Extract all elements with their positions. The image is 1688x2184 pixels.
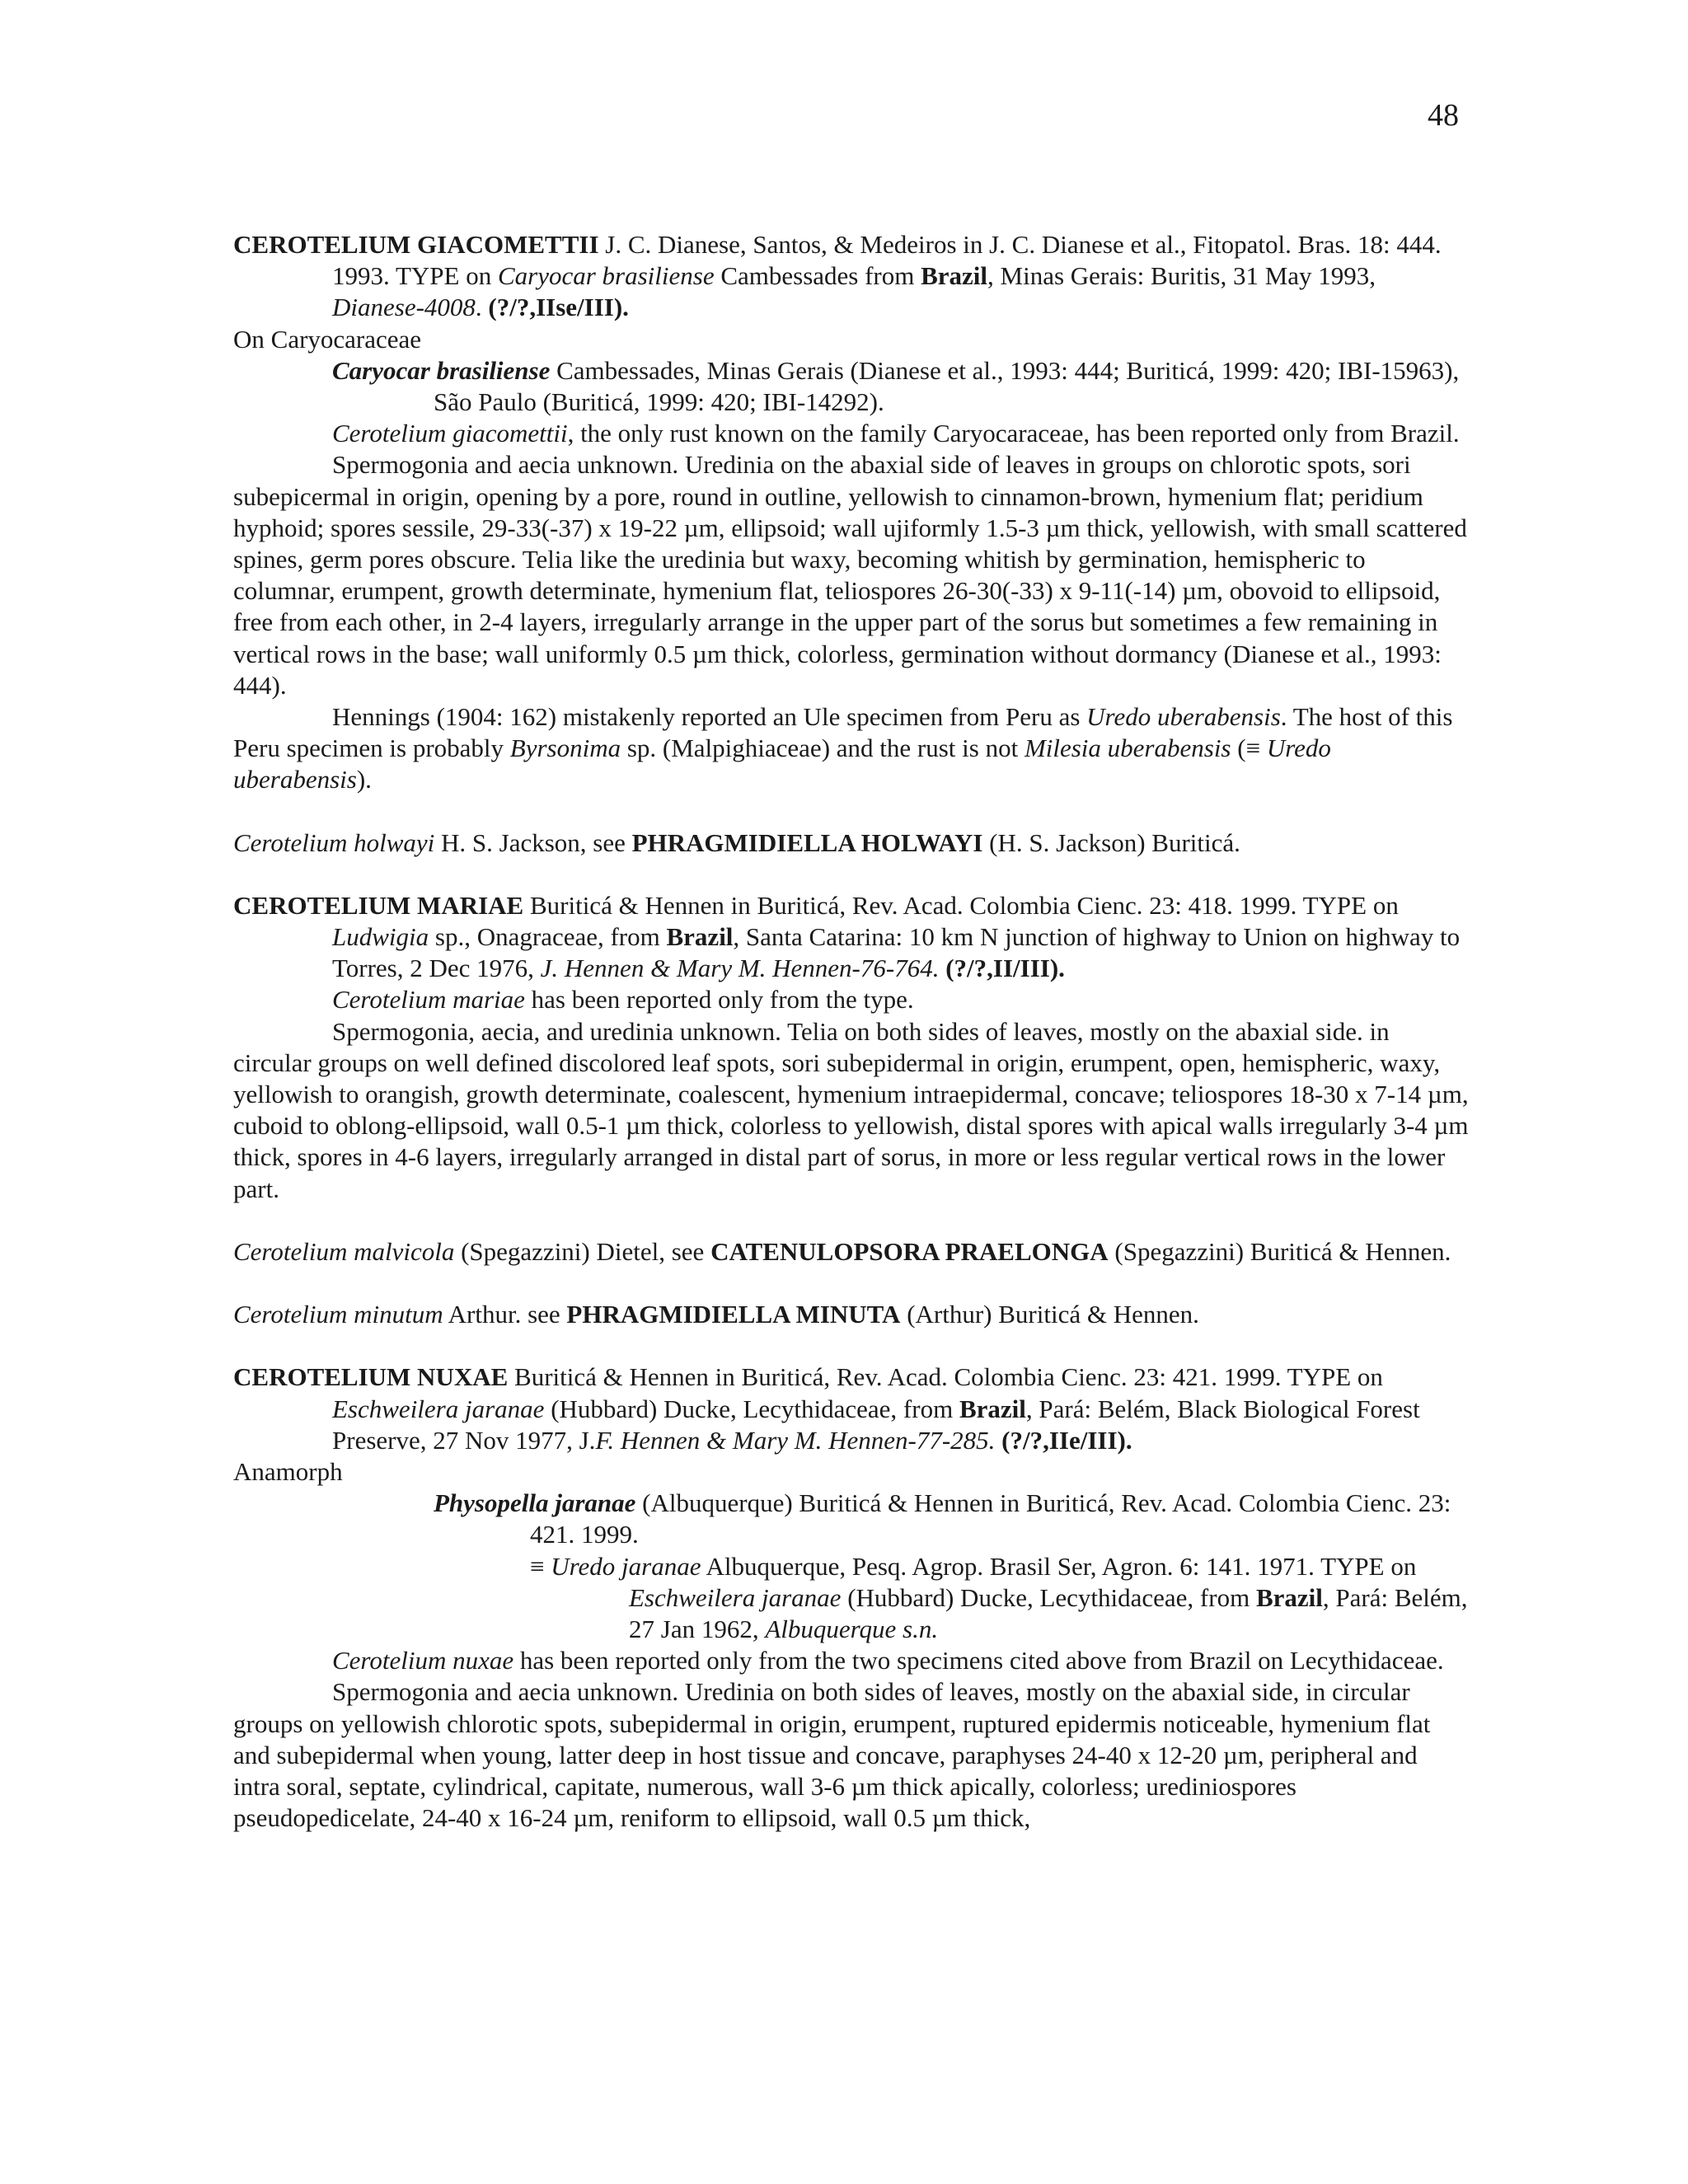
- reference-text: H. S. Jackson, see: [434, 827, 632, 857]
- species-name: Uredo uberabensis: [1086, 702, 1281, 732]
- cross-reference-holwayi: [233, 827, 1470, 859]
- type-text: Cambessades from: [714, 261, 921, 291]
- country: Brazil: [959, 1394, 1026, 1423]
- host-record: [233, 355, 1470, 418]
- country: Brazil: [921, 261, 988, 291]
- host-distribution: Cambessades, Minas Gerais (Dianese et al., 1993: 444; Buriticá, 1999: 420; IBI-15963), São Paulo (Buriticá, 1999: 420; IBI-14292).: [434, 355, 1460, 417]
- synonym-name: Uredo jaranae: [551, 1551, 701, 1581]
- citation: Buriticá & Hennen in Buriticá, Rev. Acad. Colombia Cienc. 23: 421. 1999. TYPE on: [508, 1362, 1383, 1392]
- type-text: .: [475, 293, 489, 322]
- species-name: Milesia uberabensis: [1024, 733, 1231, 763]
- type-host: Eschweilera jaranae: [332, 1394, 545, 1423]
- host-family: On Caryocaraceae: [233, 324, 422, 354]
- country: Brazil: [666, 922, 734, 952]
- synonym-record: [233, 1551, 1470, 1646]
- anamorph-record: [233, 1488, 1470, 1550]
- reference-target: PHRAGMIDIELLA HOLWAYI: [631, 827, 983, 857]
- genus-name: Byrsonima: [509, 733, 621, 763]
- species-title: CEROTELIUM GIACOMETTII: [233, 230, 599, 259]
- life-cycle-stage: (?/?,IIe/III).: [1001, 1425, 1132, 1455]
- entry-cerotelium-mariae: [233, 890, 1470, 1205]
- reference-target: CATENULOPSORA PRAELONGA: [710, 1236, 1109, 1266]
- cross-reference-malvicola: [233, 1236, 1470, 1268]
- distribution-note: [233, 1645, 1470, 1676]
- type-text: (Hubbard) Ducke, Lecythidaceae, from: [841, 1582, 1256, 1612]
- species-name: Cerotelium mariae: [332, 985, 525, 1015]
- species-heading: [233, 890, 1470, 985]
- note-text: (≡: [1231, 733, 1267, 763]
- note-text: ).: [356, 765, 372, 794]
- species-title: CEROTELIUM MARIAE: [233, 890, 524, 920]
- entry-cerotelium-giacomettii: [233, 229, 1470, 796]
- species-name: Cerotelium nuxae: [332, 1646, 514, 1675]
- species-name: Uredo uberabensis: [233, 733, 1331, 794]
- type-host: Ludwigia: [332, 922, 429, 952]
- page-number: 48: [1428, 98, 1459, 133]
- description: Spermogonia and aecia unknown. Uredinia on both sides of leaves, mostly on the abaxial side, in circular groups on yellowish chlorotic spots, subepidermal in origin, erumpent, ruptured epidermis noticeable, hymenium flat and subepidermal when young, latter deep in host tissue and concave, paraphyses 24-40 x 12-20 µm, peripheral and intra soral, septate, cylindrical, capitate, numerous, wall 3-6 µm thick apically, colorless; urediniospores pseudopedicelate, 24-40 x 16-24 µm, reniform to ellipsoid, wall 0.5 µm thick,: [233, 1677, 1431, 1833]
- note-text: , the only rust known on the family Caryocaraceae, has been reported only from Brazil.: [567, 419, 1460, 448]
- type-text: sp., Onagraceae, from: [429, 922, 667, 952]
- anamorph-name: Physopella jaranae: [434, 1488, 636, 1518]
- description: Spermogonia and aecia unknown. Uredinia on the abaxial side of leaves in groups on chlorotic spots, sori subepicermal in origin, opening by a pore, round in outline, yellowish to cinnamon-brown, hymenium flat; peridium hyphoid; spores sessile, 29-33(-37) x 19-22 µm, ellipsoid; wall ujiformly 1.5-3 µm thick, yellowish, with small scattered spines, germ pores obscure. Telia like the uredinia but waxy, becoming whitish by germination, hemispheric to columnar, erumpent, growth determinate, hymenium flat, teliospores 26-30(-33) x 9-11(-14) µm, obovoid to ellipsoid, free from each other, in 2-4 layers, irregularly arrange in the upper part of the sorus but sometimes a few remaining in vertical rows in the base; wall uniformly 0.5 µm thick, colorless, germination without dormancy (Dianese et al., 1993: 444).: [233, 450, 1467, 700]
- species-title: CEROTELIUM NUXAE: [233, 1362, 509, 1392]
- reference-target: PHRAGMIDIELLA MINUTA: [566, 1300, 901, 1329]
- note-text: Hennings (1904: 162) mistakenly reported an Ule specimen from Peru as: [332, 702, 1087, 732]
- type-locality: , Pará: Belém, 27 Jan 1962,: [629, 1582, 1468, 1643]
- note-text: . The host of this Peru specimen is probably: [233, 702, 1453, 763]
- host-name: Caryocar brasiliense: [332, 355, 551, 385]
- collector: F. Hennen & Mary M. Hennen-77-285.: [595, 1425, 996, 1455]
- anamorph-label: Anamorph: [233, 1456, 343, 1486]
- synonym-citation: Albuquerque, Pesq. Agrop. Brasil Ser, Agron. 6: 141. 1971. TYPE on: [701, 1551, 1417, 1581]
- description: Spermogonia, aecia, and uredinia unknown. Telia on both sides of leaves, mostly on the abaxial side. in circular groups on well defined discolored leaf spots, sori subepidermal in origin, erumpent, open, hemispheric, waxy, yellowish to orangish, growth determinate, coalescent, hymenium intraepidermal, concave; teliospores 18-30 x 7-14 µm, cuboid to oblong-ellipsoid, wall 0.5-1 µm thick, colorless to yellowish, distal spores with apical walls irregularly 3-4 µm thick, spores in 4-6 layers, irregularly arranged in distal part of sorus, in more or less regular vertical rows in the lower part.: [233, 1016, 1469, 1203]
- type-host: Caryocar brasiliense: [497, 261, 715, 291]
- reference-text: (Arthur) Buriticá & Hennen.: [900, 1300, 1199, 1329]
- document-body: [233, 229, 1470, 1834]
- life-cycle-stage: (?/?,IIse/III).: [488, 293, 629, 322]
- species-name: Cerotelium minutum: [233, 1300, 443, 1329]
- reference-text: (Spegazzini) Dietel, see: [454, 1236, 711, 1266]
- distribution-note: [233, 418, 1470, 449]
- type-locality: , Pará: Belém, Black Biological Forest Preserve, 27 Nov 1977, J.: [332, 1394, 1420, 1455]
- collector: Albuquerque s.n.: [765, 1614, 939, 1643]
- reference-text: (Spegazzini) Buriticá & Hennen.: [1108, 1236, 1451, 1266]
- taxonomic-note: [233, 701, 1470, 796]
- species-name: Cerotelium malvicola: [233, 1236, 455, 1266]
- citation: Buriticá & Hennen in Buriticá, Rev. Acad. Colombia Cienc. 23: 418. 1999. TYPE on: [523, 890, 1399, 920]
- collector: J. Hennen & Mary M. Hennen-76-764.: [540, 954, 940, 983]
- reference-text: (H. S. Jackson) Buriticá.: [982, 827, 1240, 857]
- note-text: has been reported only from the type.: [524, 985, 914, 1015]
- life-cycle-stage: (?/?,II/III).: [945, 954, 1065, 983]
- species-heading: [233, 1361, 1470, 1456]
- species-name: Cerotelium holwayi: [233, 827, 435, 857]
- type-host: Eschweilera jaranae: [629, 1582, 842, 1612]
- reference-text: Arthur. see: [443, 1300, 567, 1329]
- citation: J. C. Dianese, Santos, & Medeiros in J. C. Dianese et al., Fitopatol. Bras. 18: 444. 1993. TYPE on: [332, 230, 1442, 291]
- entry-cerotelium-nuxae: [233, 1361, 1470, 1834]
- species-heading: [233, 229, 1470, 324]
- distribution-note: [233, 984, 1470, 1015]
- type-text: (Hubbard) Ducke, Lecythidaceae, from: [544, 1394, 959, 1423]
- type-locality: , Minas Gerais: Buritis, 31 May 1993,: [987, 261, 1376, 291]
- country: Brazil: [1255, 1582, 1323, 1612]
- species-name: Cerotelium giacomettii: [332, 419, 568, 448]
- collector: Dianese-4008: [332, 293, 476, 322]
- note-text: has been reported only from the two specimens cited above from Brazil on Lecythidaceae.: [513, 1646, 1444, 1675]
- synonym-symbol: ≡: [530, 1551, 551, 1581]
- note-text: sp. (Malpighiaceae) and the rust is not: [621, 733, 1025, 763]
- type-locality: , Santa Catarina: 10 km N junction of highway to Union on highway to Torres, 2 Dec 1976,: [332, 922, 1461, 983]
- anamorph-citation: (Albuquerque) Buriticá & Hennen in Buriticá, Rev. Acad. Colombia Cienc. 23: 421. 1999.: [530, 1488, 1451, 1549]
- type-text: [995, 1426, 1001, 1455]
- cross-reference-minutum: [233, 1299, 1470, 1330]
